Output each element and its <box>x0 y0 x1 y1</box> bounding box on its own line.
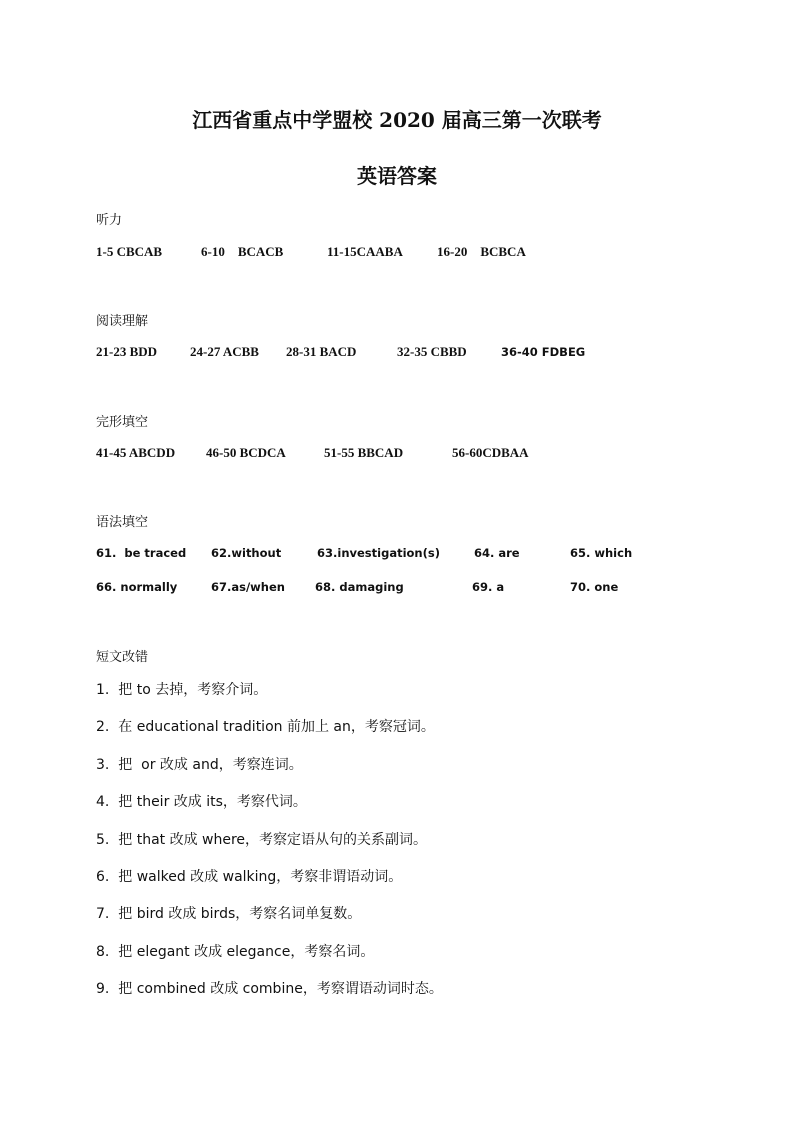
correction-item: 3. 把 or 改成 and，考察连词。 <box>96 757 303 773</box>
grammar-answer: 61. be traced <box>96 546 187 560</box>
grammar-answer: 70. one <box>570 580 619 594</box>
reading-answer: 32-35 CBBD <box>397 344 467 359</box>
listening-heading: 听力 <box>96 213 123 228</box>
listening-answer: 11-15CAABA <box>327 244 403 259</box>
cloze-answer: 56-60CDBAA <box>452 445 529 460</box>
grammar-heading: 语法填空 <box>96 515 149 530</box>
grammar-answer: 63.investigation(s) <box>317 546 440 560</box>
grammar-answer: 66. normally <box>96 580 178 594</box>
cloze-heading: 完形填空 <box>96 415 149 430</box>
correction-item: 2. 在 educational tradition 前加上 an，考察冠词。 <box>96 719 435 735</box>
page-subtitle: 英语答案 <box>357 164 437 188</box>
cloze-answer: 41-45 ABCDD <box>96 445 176 460</box>
grammar-answer: 69. a <box>472 580 505 594</box>
grammar-answer: 62.without <box>211 546 282 560</box>
grammar-answer: 67.as/when <box>211 580 285 594</box>
grammar-answer: 65. which <box>570 546 633 560</box>
reading-heading: 阅读理解 <box>96 314 149 329</box>
correction-item: 4. 把 their 改成 its，考察代词。 <box>96 794 307 810</box>
correction-item: 9. 把 combined 改成 combine，考察谓语动词时态。 <box>96 981 443 997</box>
cloze-answer: 46-50 BCDCA <box>206 445 286 460</box>
grammar-answer: 64. are <box>474 546 520 560</box>
listening-answer: 6-10 BCACB <box>201 244 284 259</box>
listening-answer: 1-5 CBCAB <box>96 244 163 259</box>
correction-item: 6. 把 walked 改成 walking，考察非谓语动词。 <box>96 869 403 885</box>
reading-answer: 28-31 BACD <box>286 344 357 359</box>
correction-heading: 短文改错 <box>96 650 149 665</box>
correction-item: 5. 把 that 改成 where，考察定语从句的关系副词。 <box>96 832 428 848</box>
reading-answer: 21-23 BDD <box>96 344 158 359</box>
reading-answer: 24-27 ACBB <box>190 344 259 359</box>
grammar-answer: 68. damaging <box>315 580 404 594</box>
correction-item: 7. 把 bird 改成 birds，考察名词单复数。 <box>96 906 362 922</box>
correction-item: 8. 把 elegant 改成 elegance，考察名词。 <box>96 944 375 960</box>
listening-answer: 16-20 BCBCA <box>437 244 526 259</box>
reading-answer: 36-40 FDBEG <box>501 345 586 359</box>
correction-item: 1. 把 to 去掉，考察介词。 <box>96 682 268 698</box>
page-title: 江西省重点中学盟校 2020 届高三第一次联考 <box>192 108 602 132</box>
cloze-answer: 51-55 BBCAD <box>324 445 404 460</box>
